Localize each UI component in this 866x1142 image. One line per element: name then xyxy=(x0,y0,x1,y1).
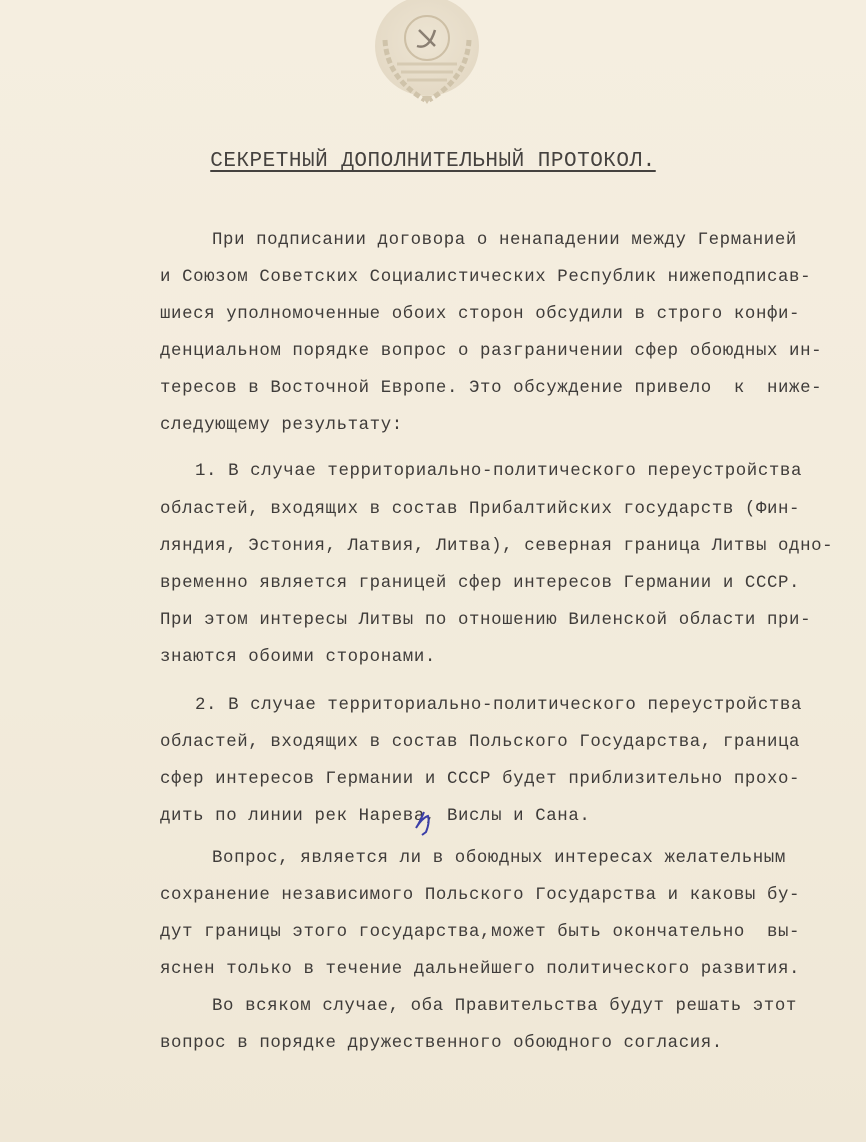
text-line: знаются обоими сторонами. xyxy=(160,648,436,667)
text-line: областей, входящих в состав Польского Государства, граница xyxy=(160,733,801,752)
text-line: ляндия, Эстония, Латвия, Литва), северная граница Литвы одно- xyxy=(160,537,834,556)
text-line: При этом интересы Литвы по отношению Виленской области при- xyxy=(160,611,812,630)
text-line: денциальном порядке вопрос о разграничении сфер обоюдных ин- xyxy=(160,342,823,361)
text-line: вопрос в порядке дружественного обоюдного согласия. xyxy=(160,1034,723,1053)
document-title: СЕКРЕТНЫЙ ДОПОЛНИТЕЛЬНЫЙ ПРОТОКОЛ. xyxy=(210,150,656,173)
text-line: следующему результату: xyxy=(160,416,403,435)
state-emblem-icon xyxy=(367,0,487,108)
text-line: сфер интересов Германии и СССР будет приблизительно прохо- xyxy=(160,770,801,789)
text-line: временно является границей сфер интересов Германии и СССР. xyxy=(160,574,801,593)
text-line: При подписании договора о ненападении между Германией xyxy=(212,231,797,250)
text-line: 1. В случае территориально-политического переустройства xyxy=(195,462,802,481)
text-line: Вопрос, является ли в обоюдных интересах желательным xyxy=(212,849,786,868)
text-line: дить по линии рек Нарева, Вислы и Сана. xyxy=(160,807,591,826)
text-line: областей, входящих в состав Прибалтийских государств (Фин- xyxy=(160,500,801,519)
text-line: тересов в Восточной Европе. Это обсуждение привело к ниже- xyxy=(160,379,823,398)
text-line: яснен только в течение дальнейшего политического развития. xyxy=(160,960,801,979)
text-line: 2. В случае территориально-политического переустройства xyxy=(195,696,802,715)
text-line: и Союзом Советских Социалистических Республик нижеподписав- xyxy=(160,268,812,287)
text-line: сохранение независимого Польского Государства и каковы бу- xyxy=(160,886,801,905)
text-line: шиеся уполномоченные обоих сторон обсудили в строго конфи- xyxy=(160,305,801,324)
handwritten-correction-icon xyxy=(410,808,436,836)
text-line: Во всяком случае, оба Правительства будут решать этот xyxy=(212,997,797,1016)
text-line: дут границы этого государства,может быть окончательно вы- xyxy=(160,923,801,942)
